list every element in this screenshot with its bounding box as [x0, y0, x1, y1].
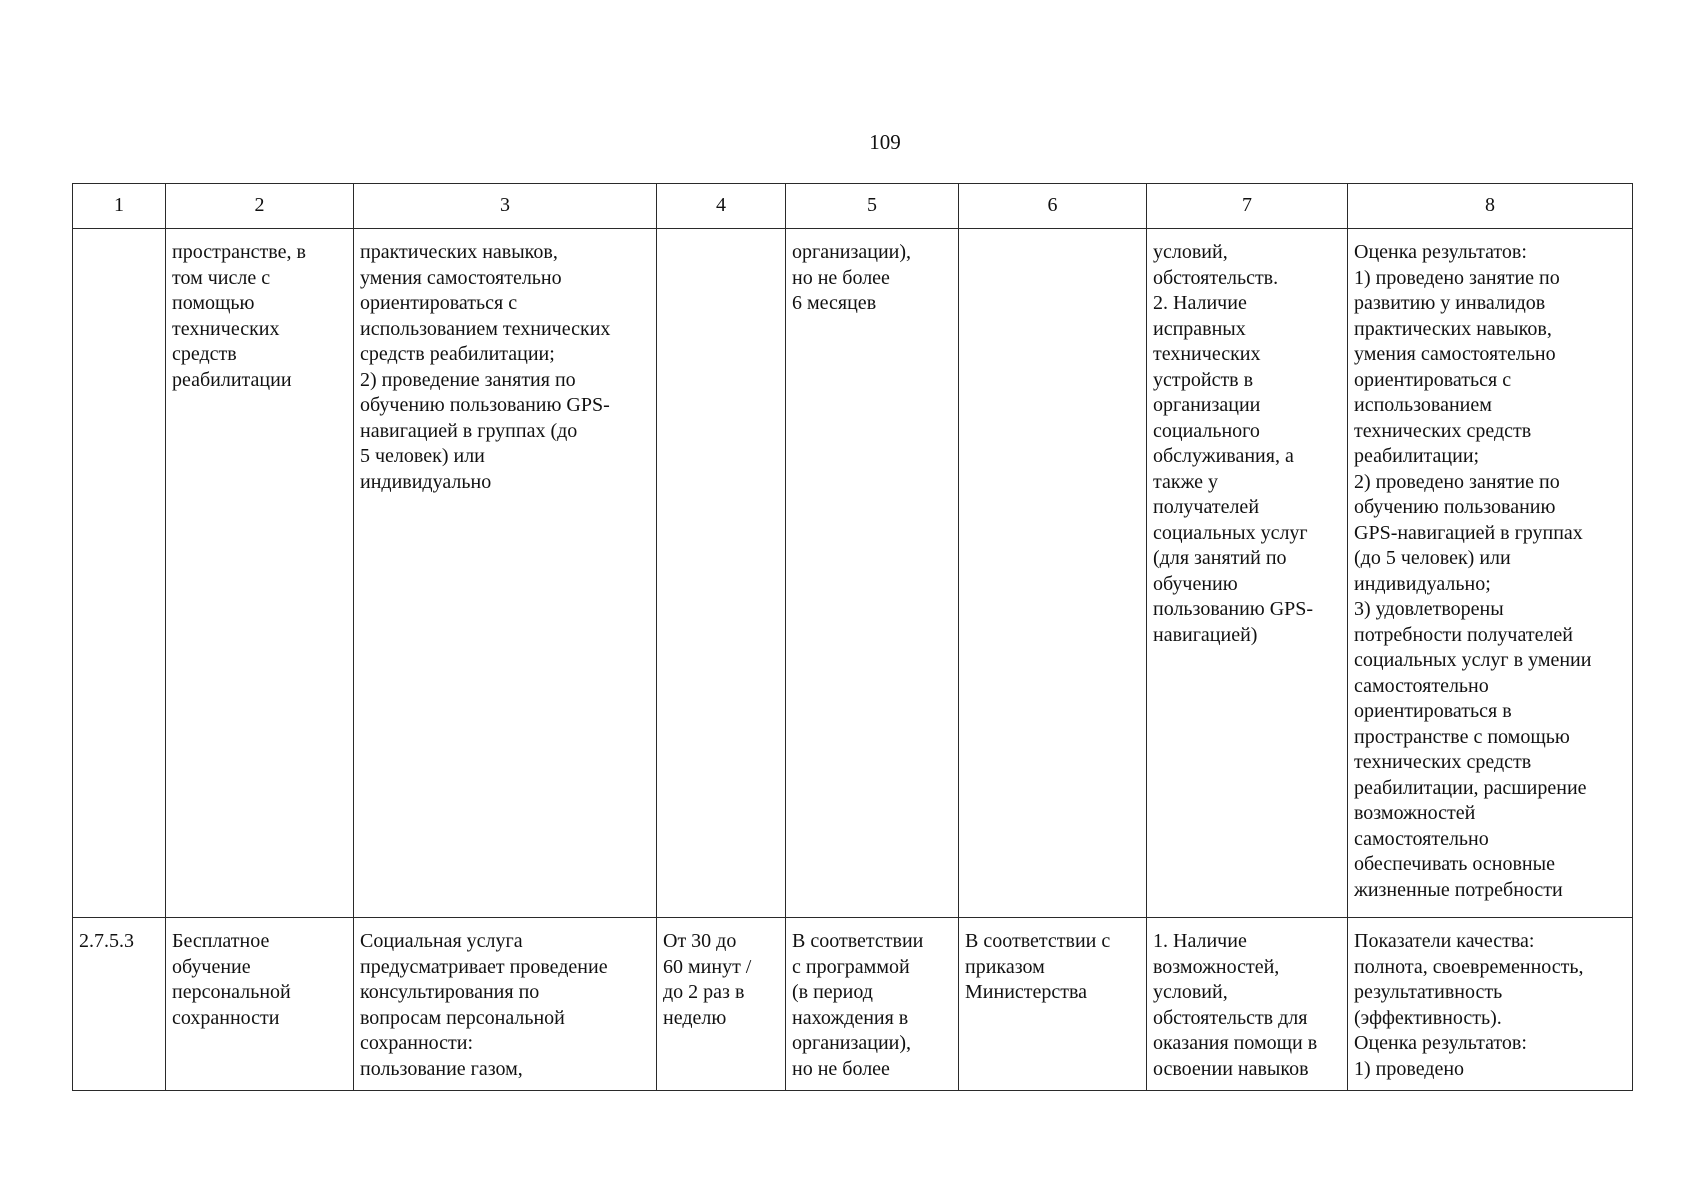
- cell-code: [73, 229, 166, 918]
- services-table: [72, 183, 1633, 1091]
- cell-description: Социальная услуга предусматривает проведение консультирования по вопросам персональной сохранности: пользование газом,: [354, 918, 657, 1091]
- cell-duration: [657, 229, 786, 918]
- cell-service-name: Бесплатное обучение персональной сохранности: [166, 918, 354, 1091]
- cell-term: организации), но не более 6 месяцев: [786, 229, 959, 918]
- column-header: 1: [73, 184, 166, 229]
- cell-duration: От 30 до 60 минут / до 2 раз в неделю: [657, 918, 786, 1091]
- cell-conditions: условий, обстоятельств. 2. Наличие исправных технических устройств в организации социального обслуживания, а также у получателей социальных услуг (для занятий по обучению пользованию GPS- навигацией): [1147, 229, 1348, 918]
- page-number: 109: [869, 130, 901, 154]
- column-header: 8: [1348, 184, 1633, 229]
- cell-conditions: 1. Наличие возможностей, условий, обстоятельств для оказания помощи в освоении навыков: [1147, 918, 1348, 1091]
- column-header: 4: [657, 184, 786, 229]
- column-header: 7: [1147, 184, 1348, 229]
- cell-standard: [959, 229, 1147, 918]
- column-header: 3: [354, 184, 657, 229]
- cell-description: практических навыков, умения самостоятельно ориентироваться с использованием технических средств реабилитации; 2) проведение занятия по обучению пользованию GPS- навигацией в группах (до 5 человек) или индивидуально: [354, 229, 657, 918]
- cell-quality: Показатели качества: полнота, своевременность, результативность (эффективность). Оценка результатов: 1) проведено: [1348, 918, 1633, 1091]
- table-row: [73, 229, 1633, 918]
- column-header: 5: [786, 184, 959, 229]
- table-header-row: [73, 184, 1633, 229]
- cell-quality: Оценка результатов: 1) проведено занятие по развитию у инвалидов практических навыков, умения самостоятельно ориентироваться с использованием технических средств реабилитации; 2) проведено занятие по обучению пользованию GPS-навигацией в группах (до 5 человек) или индивидуально; 3) удовлетворены потребности получателей социальных услуг в умении самостоятельно ориентироваться в пространстве с помощью технических средств реабилитации, расширение возможностей самостоятельно обеспечивать основные жизненные потребности: [1348, 229, 1633, 918]
- cell-code: 2.7.5.3: [73, 918, 166, 1091]
- table-row: [73, 918, 1633, 1091]
- column-header: 2: [166, 184, 354, 229]
- cell-service-name: пространстве, в том числе с помощью технических средств реабилитации: [166, 229, 354, 918]
- column-header: 6: [959, 184, 1147, 229]
- cell-standard: В соответствии с приказом Министерства: [959, 918, 1147, 1091]
- cell-term: В соответствии с программой (в период нахождения в организации), но не более: [786, 918, 959, 1091]
